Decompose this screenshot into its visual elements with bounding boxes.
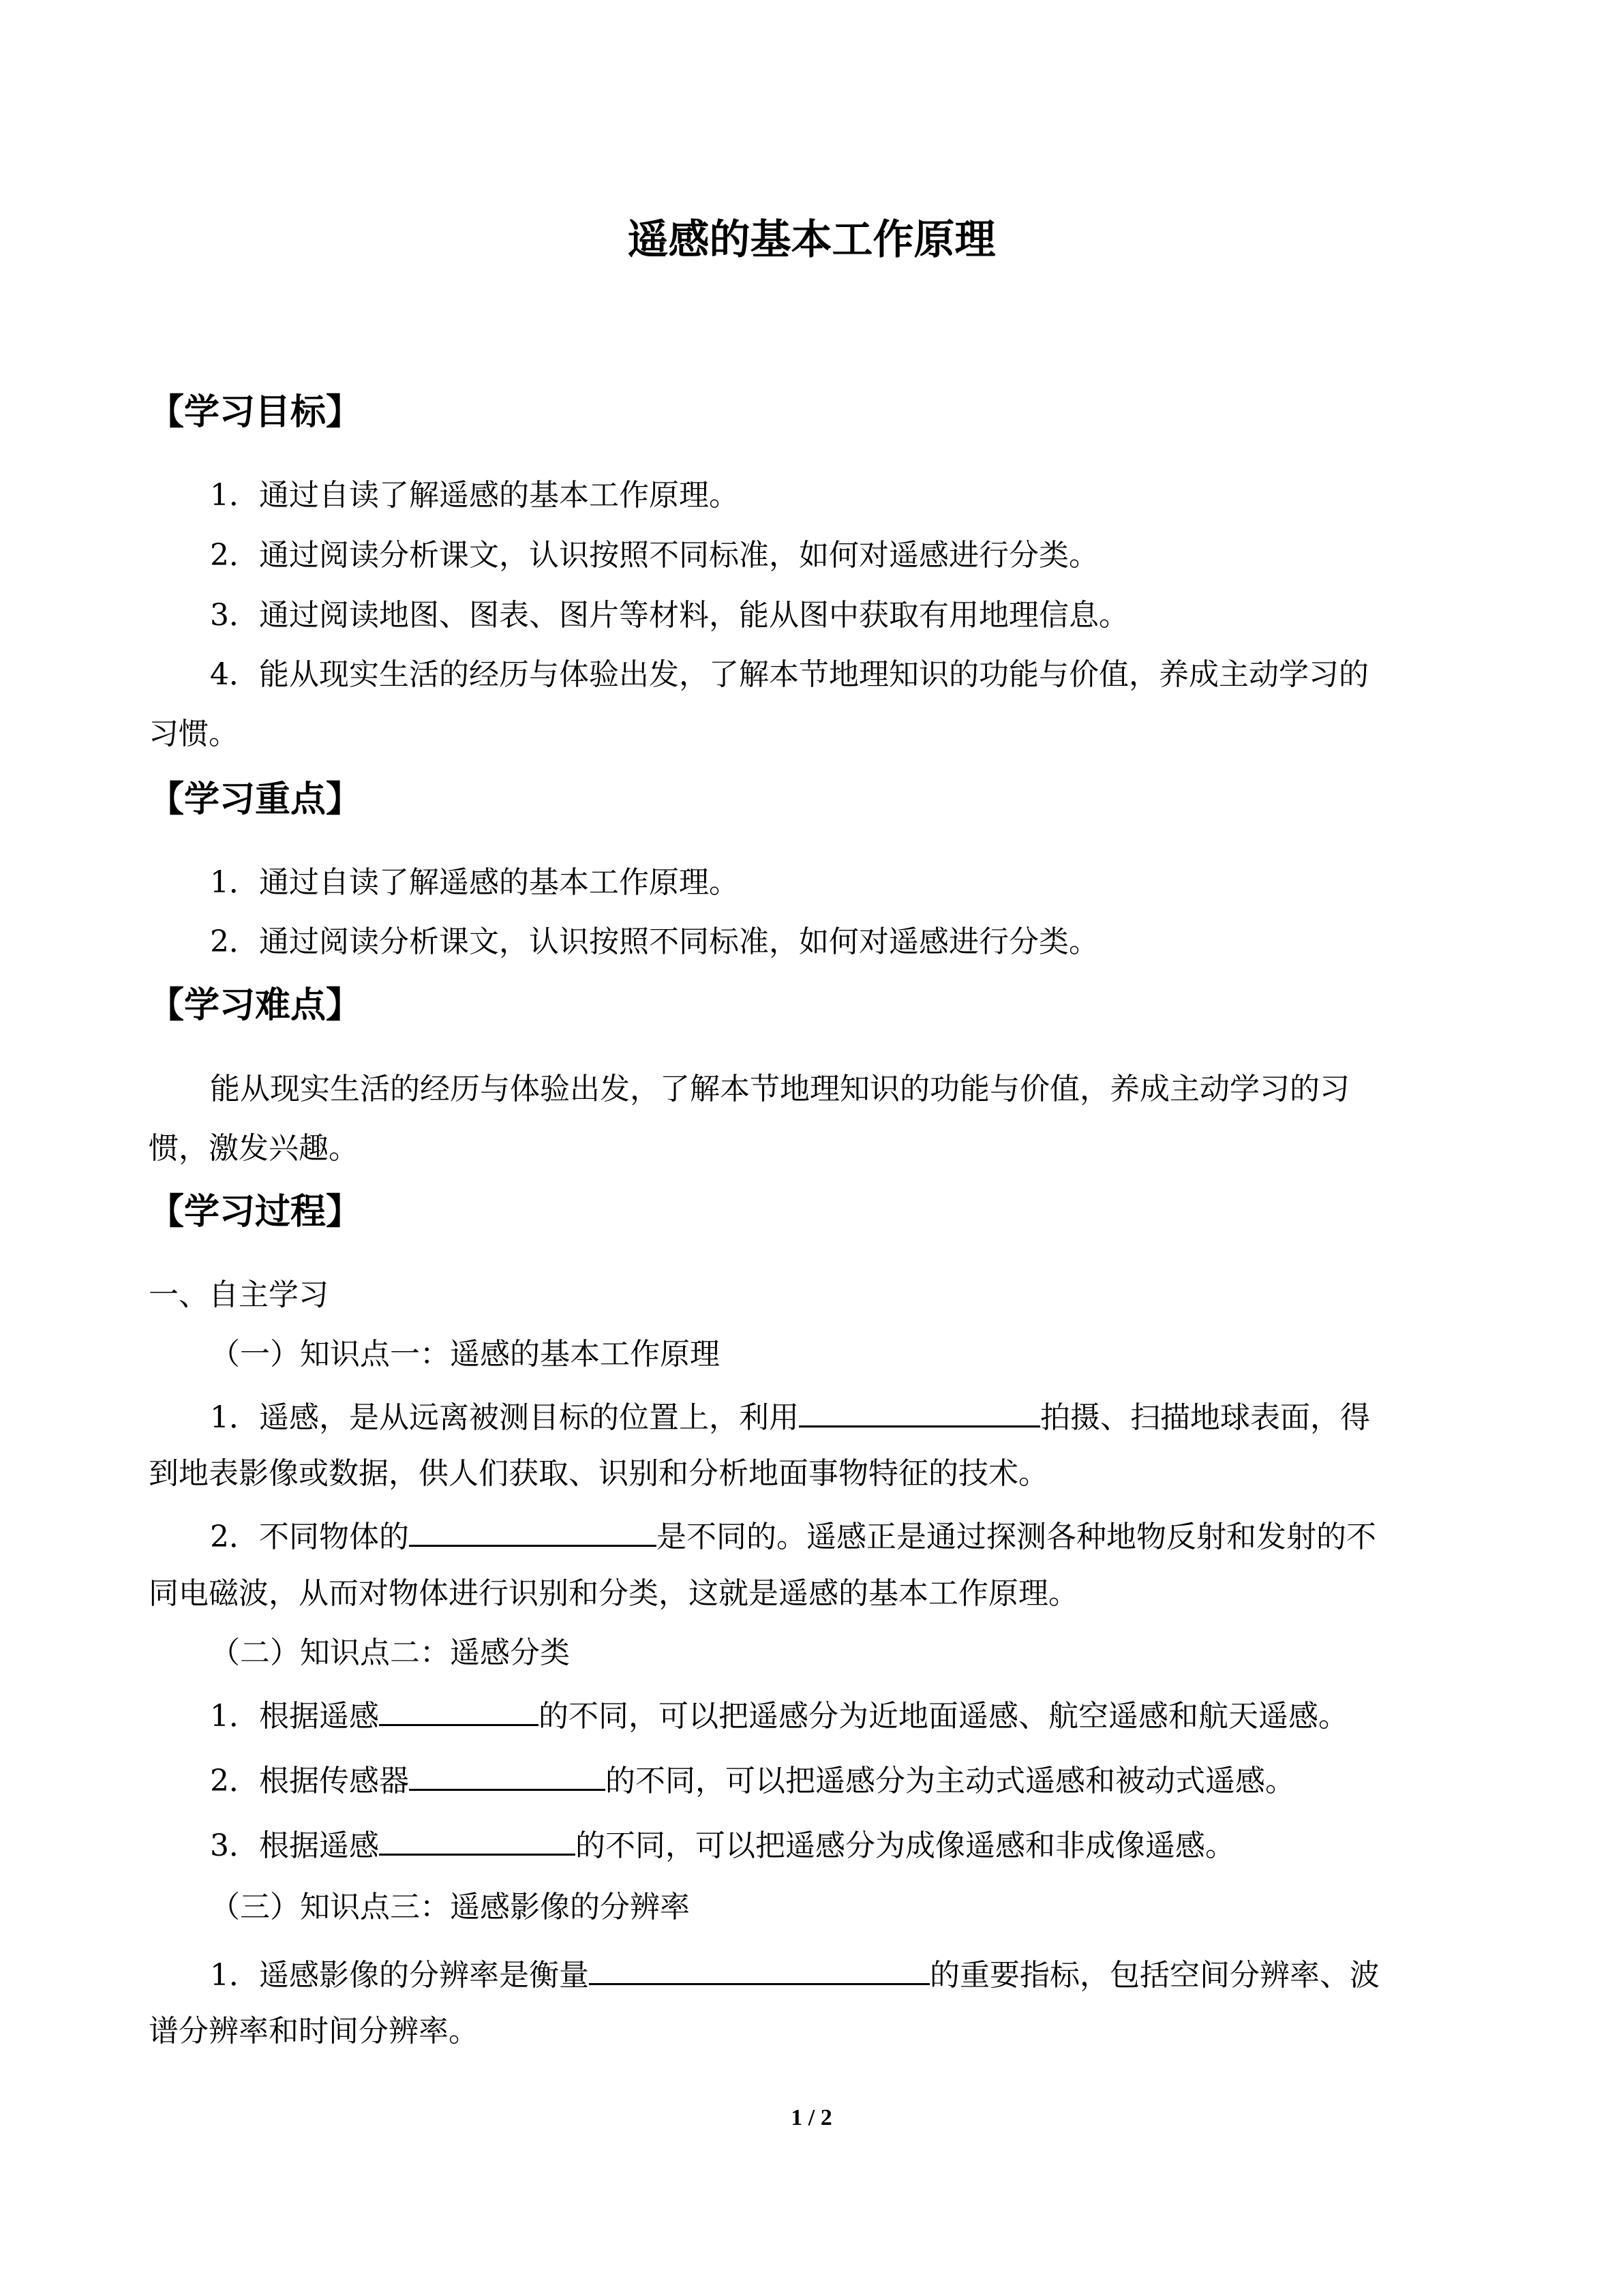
question-text: 3．根据遥感 xyxy=(210,1828,379,1863)
question-line-continued: 同电磁波，从而对物体进行识别和分类，这就是遥感的基本工作原理。 xyxy=(149,1576,1078,1611)
answer-blank[interactable] xyxy=(409,1757,605,1791)
question-text: 是不同的。遥感正是通过探测各种地物反射和发射的不 xyxy=(656,1520,1376,1554)
heading-difficulties: 【学习难点】 xyxy=(149,985,362,1026)
key-point-item: 2．通过阅读分析课文，认识按照不同标准，如何对遥感进行分类。 xyxy=(210,924,1099,959)
question-text: 的不同，可以把遥感分为近地面遥感、航空遥感和航天遥感。 xyxy=(539,1699,1348,1734)
difficulty-item-continued: 惯，激发兴趣。 xyxy=(149,1131,359,1166)
knowledge-point-title: （三）知识点三：遥感影像的分辨率 xyxy=(210,1890,690,1924)
page-number: 1 / 2 xyxy=(791,2105,832,2130)
question-text: 拍摄、扫描地球表面，得 xyxy=(1040,1400,1370,1435)
heading-process: 【学习过程】 xyxy=(149,1192,362,1233)
question-text: 1．根据遥感 xyxy=(210,1699,379,1734)
heading-objectives: 【学习目标】 xyxy=(149,392,362,433)
question-line xyxy=(210,1822,1235,1867)
heading-key-points: 【学习重点】 xyxy=(149,779,362,820)
question-text: 2．根据传感器 xyxy=(210,1764,409,1798)
answer-blank[interactable] xyxy=(379,1693,539,1726)
part-title: 一、自主学习 xyxy=(149,1278,329,1312)
answer-blank[interactable] xyxy=(799,1394,1040,1428)
knowledge-point-title: （二）知识点二：遥感分类 xyxy=(210,1635,570,1670)
question-line xyxy=(210,1693,1348,1737)
answer-blank[interactable] xyxy=(379,1822,575,1856)
question-line-continued: 谱分辨率和时间分辨率。 xyxy=(149,2014,479,2049)
objective-item: 4．能从现实生活的经历与体验出发，了解本节地理知识的功能与价值，养成主动学习的 xyxy=(210,657,1369,692)
objective-item: 3．通过阅读地图、图表、图片等材料，能从图中获取有用地理信息。 xyxy=(210,598,1129,633)
key-point-item: 1．通过自读了解遥感的基本工作原理。 xyxy=(210,865,739,900)
objective-item: 1．通过自读了解遥感的基本工作原理。 xyxy=(210,478,739,513)
objective-item: 2．通过阅读分析课文，认识按照不同标准，如何对遥感进行分类。 xyxy=(210,538,1099,573)
question-line xyxy=(210,1952,1380,1996)
answer-blank[interactable] xyxy=(589,1952,930,1985)
page-title: 遥感的基本工作原理 xyxy=(627,216,996,264)
difficulty-item: 能从现实生活的经历与体验出发，了解本节地理知识的功能与价值，养成主动学习的习 xyxy=(210,1072,1350,1106)
question-text: 1．遥感影像的分辨率是衡量 xyxy=(210,1958,589,1993)
question-text: 1．遥感，是从远离被测目标的位置上，利用 xyxy=(210,1400,799,1435)
question-text: 2．不同物体的 xyxy=(210,1520,409,1554)
question-line xyxy=(210,1513,1376,1558)
question-line xyxy=(210,1394,1370,1438)
question-line xyxy=(210,1757,1295,1802)
question-text: 的重要指标，包括空间分辨率、波 xyxy=(930,1958,1380,1993)
question-line-continued: 到地表影像或数据，供人们获取、识别和分析地面事物特征的技术。 xyxy=(149,1456,1048,1491)
objective-item-continued: 习惯。 xyxy=(149,716,239,751)
question-text: 的不同，可以把遥感分为成像遥感和非成像遥感。 xyxy=(575,1828,1235,1863)
answer-blank[interactable] xyxy=(409,1513,656,1547)
question-text: 的不同，可以把遥感分为主动式遥感和被动式遥感。 xyxy=(605,1764,1295,1798)
knowledge-point-title: （一）知识点一：遥感的基本工作原理 xyxy=(210,1337,720,1372)
